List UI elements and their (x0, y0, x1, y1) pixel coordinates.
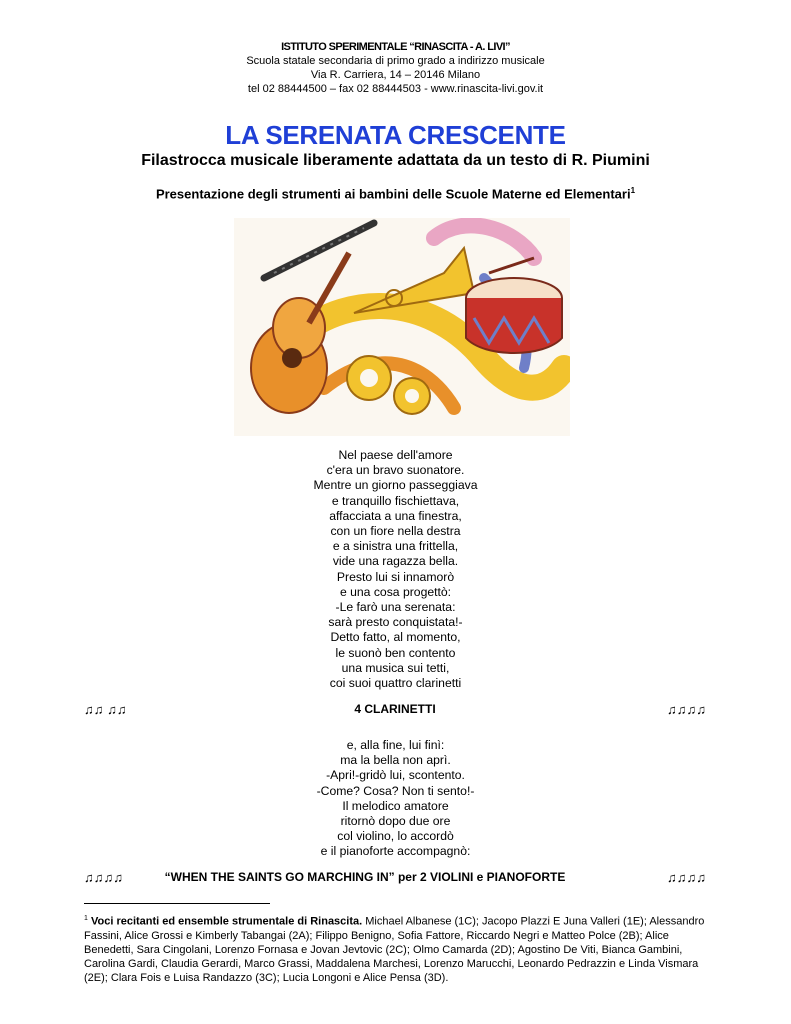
music-notes-right: ♫♫♫♫ (667, 702, 706, 717)
poem-line: -Apri!-gridò lui, scontento. (326, 768, 465, 783)
music-cue-label: 4 CLARINETTI (354, 702, 436, 716)
school-contacts: tel 02 88444500 – fax 02 88444503 - www.rinascita-livi.gov.it (247, 83, 544, 95)
musical-instruments-illustration (234, 218, 570, 436)
poem-line: -Come? Cosa? Non ti sento!- (316, 783, 475, 798)
footnote (84, 912, 709, 985)
poem-line: le suonò ben contento (335, 645, 456, 660)
poem-line: coi suoi quattro clarinetti (329, 676, 462, 691)
poem-line: e tranquillo fischiettava, (331, 493, 460, 508)
footnote-reference: 1 (630, 186, 636, 195)
poem-line: Detto fatto, al momento, (330, 630, 461, 645)
footnote-text: Michael Albanese (1C); Jacopo Plazzi E Juna Valleri (1E); Alessandro Fassini, Alice Grossi e Kimberly Tabangai (2A); Filippo Benigno, Sofia Fattore, Riccardo Negri e Matteo Polce (2B); Alice Benedetti, Sara Cingolani, Lorenzo Fornasa e Jovan Jevtovic (2C); Olmo Camarda (2D); Agostino De Viti, Bianca Gambini, Carolina Gardi, Claudia Gerardi, Marco Grassi, Maddalena Marchesi, Lorenzo Marucchi, Leonardo Pedrazzin e Linda Vismara (2E); Clara Fois e Luisa Randazzo (3C); Lucia Longoni e Alice Pensa (3D). (84, 915, 705, 984)
music-cue-clarinets (84, 702, 706, 720)
poem-part-2 (0, 738, 791, 860)
poem-line: Il melodico amatore (342, 798, 449, 813)
poem-line: e il pianoforte accompagnò: (320, 844, 471, 859)
music-cue-label: “WHEN THE SAINTS GO MARCHING IN” per 2 VIOLINI e PIANOFORTE (164, 870, 566, 884)
poem-line: ma la bella non aprì. (340, 753, 451, 768)
presentation-text: Presentazione degli strumenti ai bambini delle Scuole Materne ed Elementari (155, 186, 631, 202)
poem-line: e una cosa progettò: (339, 584, 452, 599)
poem-line: -Le farò una serenata: (335, 600, 456, 615)
poem-line: Nel paese dell'amore (338, 448, 453, 462)
poem-line: Presto lui si innamorò (336, 569, 455, 584)
presentation-line (0, 186, 791, 201)
music-notes-left: ♫♫♫♫ (84, 870, 123, 885)
footnote-bold-text: Voci recitanti ed ensemble strumentale di Rinascita. (90, 915, 363, 928)
school-type: Scuola statale secondaria di primo grado a indirizzo musicale (246, 55, 545, 67)
document-subtitle: Filastrocca musicale liberamente adattata da un testo di R. Piumini (141, 152, 650, 169)
poem-line: e, alla fine, lui finì: (346, 738, 445, 752)
poem-line: affacciata a una finestra, (329, 508, 462, 523)
poem-line: sarà presto conquistata!- (328, 615, 463, 630)
poem-line: col violino, lo accordò (337, 829, 454, 844)
music-cue-saints (84, 870, 706, 888)
poem-line: Mentre un giorno passeggiava (313, 478, 478, 493)
document-title: LA SERENATA CRESCENTE (225, 120, 566, 150)
footnote-divider (84, 903, 270, 904)
footnote-number: 1 (84, 915, 88, 922)
institute-name: ISTITUTO SPERIMENTALE “RINASCITA - A. LIVI” (281, 41, 510, 53)
music-notes-right: ♫♫♫♫ (667, 870, 706, 885)
poem-part-1 (0, 448, 791, 691)
poem-line: ritornò dopo due ore (340, 814, 451, 829)
poem-line: vide una ragazza bella. (332, 554, 459, 569)
poem-line: c'era un bravo suonatore. (326, 463, 465, 478)
music-notes-left: ♫♫ ♫♫ (84, 702, 127, 717)
school-header (0, 40, 791, 96)
school-address: Via R. Carriera, 14 – 20146 Milano (310, 69, 481, 81)
poem-line: con un fiore nella destra (330, 524, 461, 539)
poem-line: e a sinistra una frittella, (332, 539, 459, 554)
poem-line: una musica sui tetti, (341, 660, 450, 675)
